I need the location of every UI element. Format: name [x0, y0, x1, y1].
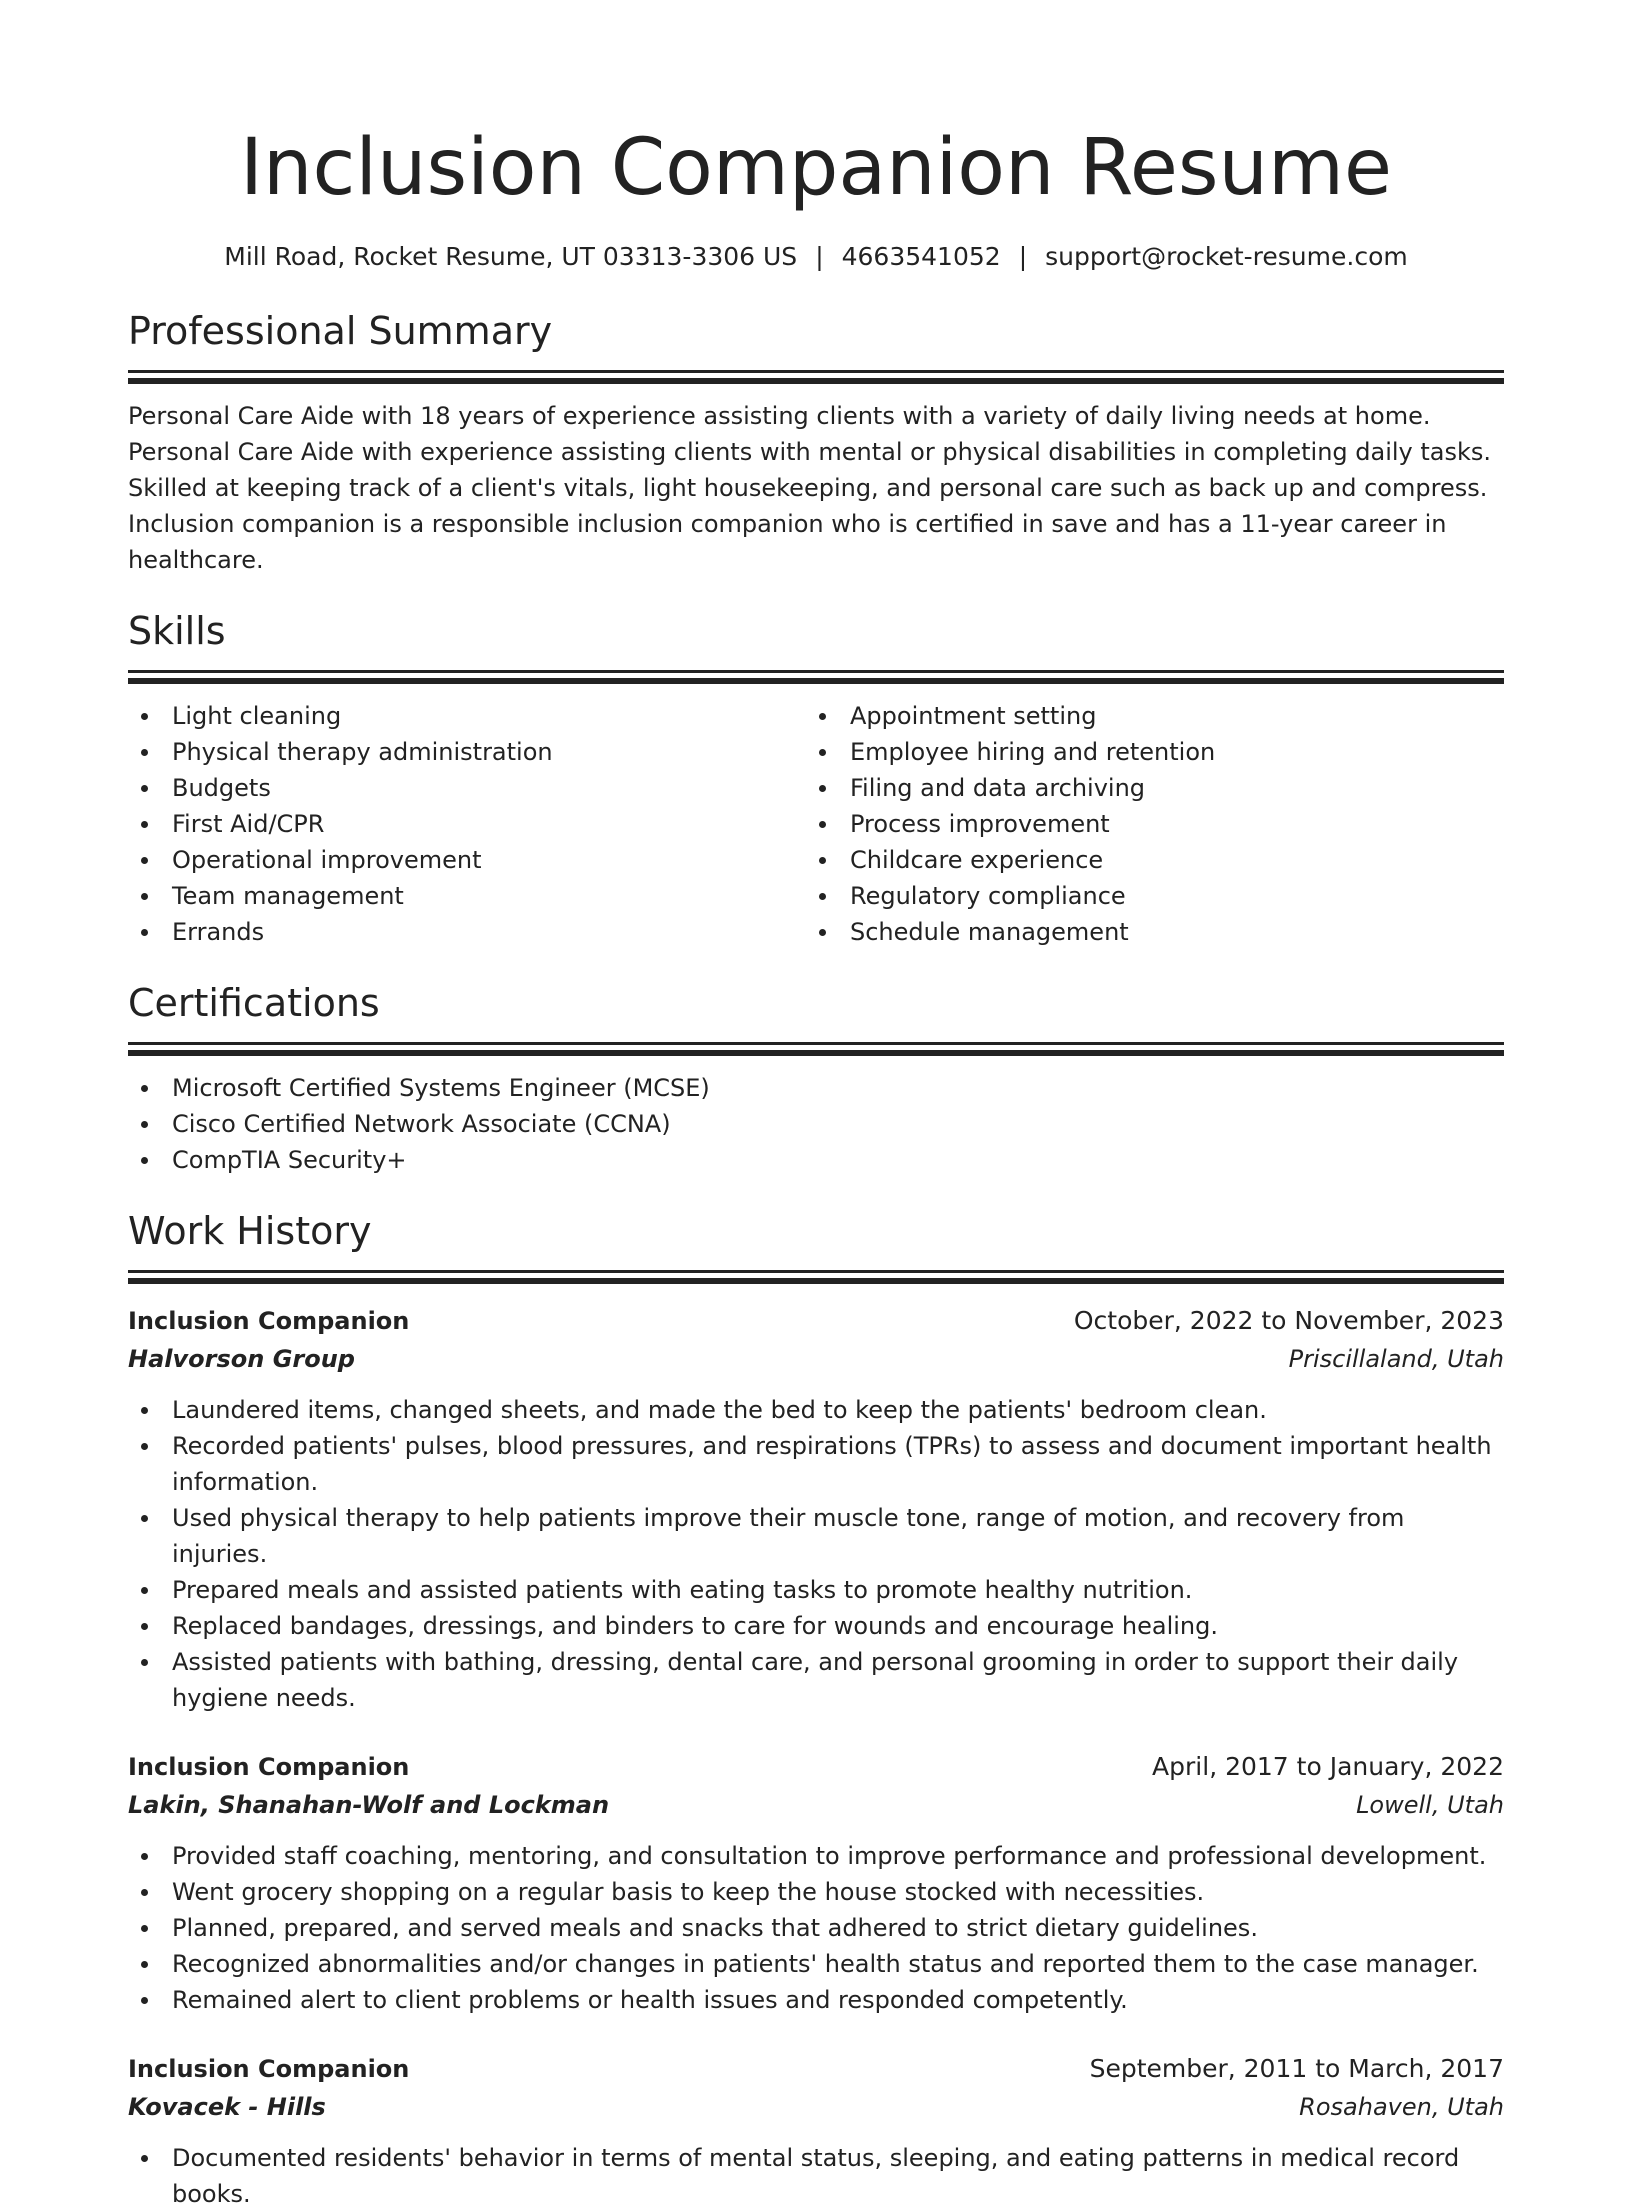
section-heading-summary: Professional Summary	[128, 309, 553, 353]
job-bullets	[128, 2140, 1504, 2212]
skill-item: Errands	[128, 914, 806, 950]
job-bullet: Planned, prepared, and served meals and snacks that adhered to strict dietary guidelines.	[128, 1910, 1504, 1946]
job-title: Inclusion Companion	[128, 1753, 410, 1781]
job-bullets	[128, 1838, 1504, 2018]
skills-list-left	[128, 698, 806, 950]
job-subheader	[128, 1786, 1504, 1824]
contact-address: Mill Road, Rocket Resume, UT 03313-3306 US	[224, 242, 798, 271]
job-bullet: Recorded patients' pulses, blood pressures, and respirations (TPRs) to assess and document important health information.	[128, 1428, 1504, 1500]
job-entry	[128, 1302, 1504, 1716]
skill-item: Appointment setting	[806, 698, 1484, 734]
job-bullet: Recognized abnormalities and/or changes in patients' health status and reported them to the case manager.	[128, 1946, 1504, 1982]
section-divider	[128, 670, 1504, 673]
skills-section	[128, 606, 1504, 950]
resume-page	[128, 0, 1504, 2212]
skill-item: Filing and data archiving	[806, 770, 1484, 806]
contact-email: support@rocket-resume.com	[1045, 242, 1408, 271]
job-subheader	[128, 1340, 1504, 1378]
section-divider	[128, 1050, 1504, 1056]
section-heading-skills: Skills	[128, 609, 226, 653]
certification-item: Cisco Certified Network Associate (CCNA)	[128, 1106, 1504, 1142]
contact-separator: |	[815, 242, 824, 271]
job-location: Rosahaven, Utah	[1299, 2093, 1504, 2121]
job-bullet: Provided staff coaching, mentoring, and consultation to improve performance and professional development.	[128, 1838, 1504, 1874]
skills-list-right	[806, 698, 1484, 950]
skill-item: First Aid/CPR	[128, 806, 806, 842]
job-title: Inclusion Companion	[128, 2055, 410, 2083]
job-entry	[128, 1748, 1504, 2018]
certifications-list	[128, 1070, 1504, 1178]
job-entry	[128, 2050, 1504, 2212]
job-header	[128, 1302, 1504, 1340]
job-dates: April, 2017 to January, 2022	[1152, 1752, 1504, 1781]
job-dates: October, 2022 to November, 2023	[1073, 1306, 1504, 1335]
job-company: Kovacek - Hills	[128, 2093, 326, 2121]
job-bullet: Remained alert to client problems or health issues and responded competently.	[128, 1982, 1504, 2018]
section-heading-work-history: Work History	[128, 1209, 372, 1253]
certification-item: Microsoft Certified Systems Engineer (MCSE)	[128, 1070, 1504, 1106]
contact-phone: 4663541052	[841, 242, 1001, 271]
section-divider	[128, 370, 1504, 373]
job-bullets	[128, 1392, 1504, 1716]
skill-item: Physical therapy administration	[128, 734, 806, 770]
job-header	[128, 1748, 1504, 1786]
certification-item: CompTIA Security+	[128, 1142, 1504, 1178]
section-divider	[128, 1278, 1504, 1284]
job-company: Halvorson Group	[128, 1345, 355, 1373]
job-dates: September, 2011 to March, 2017	[1089, 2054, 1504, 2083]
skill-item: Light cleaning	[128, 698, 806, 734]
section-divider	[128, 1270, 1504, 1273]
job-bullet: Used physical therapy to help patients improve their muscle tone, range of motion, and recovery from injuries.	[128, 1500, 1504, 1572]
summary-section	[128, 306, 1504, 578]
job-location: Lowell, Utah	[1356, 1791, 1504, 1819]
job-location: Priscillaland, Utah	[1288, 1345, 1504, 1373]
job-bullet: Prepared meals and assisted patients with eating tasks to promote healthy nutrition.	[128, 1572, 1504, 1608]
job-header	[128, 2050, 1504, 2088]
contact-line	[128, 240, 1504, 274]
skill-item: Process improvement	[806, 806, 1484, 842]
skill-item: Regulatory compliance	[806, 878, 1484, 914]
job-bullet: Went grocery shopping on a regular basis to keep the house stocked with necessities.	[128, 1874, 1504, 1910]
skills-columns	[128, 698, 1504, 950]
job-company: Lakin, Shanahan-Wolf and Lockman	[128, 1791, 610, 1819]
skill-item: Operational improvement	[128, 842, 806, 878]
skill-item: Budgets	[128, 770, 806, 806]
contact-separator: |	[1018, 242, 1028, 271]
skill-item: Childcare experience	[806, 842, 1484, 878]
job-bullet: Laundered items, changed sheets, and made the bed to keep the patients' bedroom clean.	[128, 1392, 1504, 1428]
summary-text: Personal Care Aide with 18 years of experience assisting clients with a variety of daily living needs at home. Personal Care Aide with experience assisting clients with mental or physical disabilities in completing daily tasks. Skilled at keeping track of a client's vitals, light housekeeping, and personal care such as back up and compress. Inclusion companion is a responsible inclusion companion who is certified in save and has a 11-year career in healthcare.	[128, 402, 1492, 574]
job-bullet: Assisted patients with bathing, dressing, dental care, and personal grooming in order to support their daily hygiene needs.	[128, 1644, 1504, 1716]
job-title: Inclusion Companion	[128, 1307, 410, 1335]
job-bullet: Documented residents' behavior in terms of mental status, sleeping, and eating patterns in medical record books.	[128, 2140, 1504, 2212]
skill-item: Employee hiring and retention	[806, 734, 1484, 770]
work-history-section	[128, 1206, 1504, 2212]
section-heading-certifications: Certifications	[128, 981, 380, 1025]
section-divider	[128, 678, 1504, 684]
certifications-section	[128, 978, 1504, 1178]
resume-title: Inclusion Companion Resume	[240, 123, 1392, 213]
skill-item: Schedule management	[806, 914, 1484, 950]
job-bullet: Replaced bandages, dressings, and binders to care for wounds and encourage healing.	[128, 1608, 1504, 1644]
section-divider	[128, 378, 1504, 384]
job-subheader	[128, 2088, 1504, 2126]
skill-item: Team management	[128, 878, 806, 914]
section-divider	[128, 1042, 1504, 1045]
